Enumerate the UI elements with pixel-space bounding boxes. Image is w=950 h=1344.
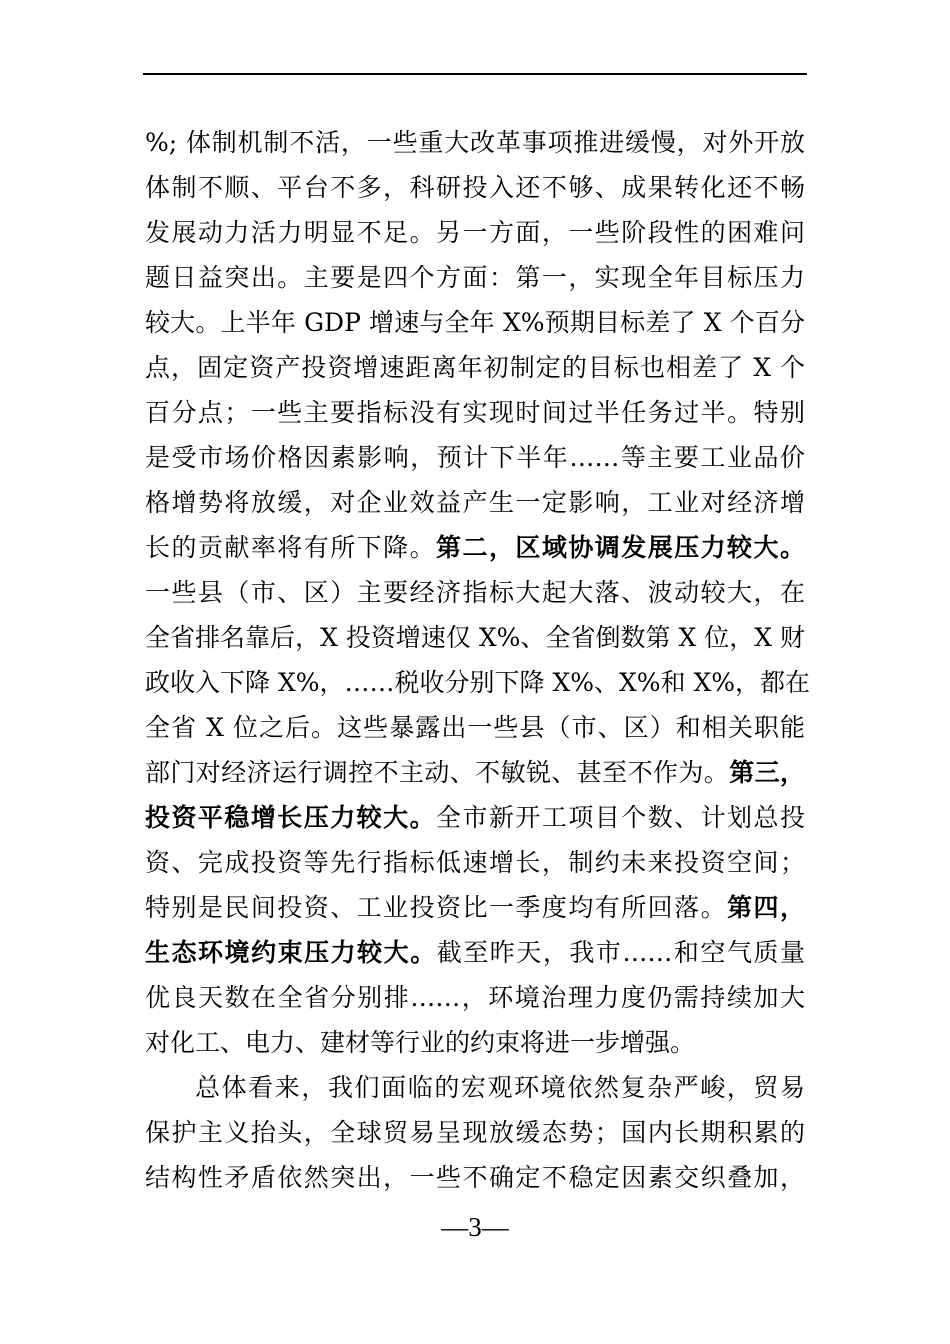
page-number: —3— xyxy=(441,1212,509,1242)
text-line: 题日益突出。主要是四个方面：第一，实现全年目标压力 xyxy=(145,263,805,292)
text-line: 发展动力活力明显不足。另一方面，一些阶段性的困难问 xyxy=(145,218,805,247)
header-rule xyxy=(143,73,807,75)
text-line: %; 体制机制不活，一些重大改革事项推进缓慢，对外开放 xyxy=(145,128,805,157)
text-line: 点，固定资产投资增速距离年初制定的目标也相差了 X 个 xyxy=(145,353,805,382)
text-line: 生态环境约束压力较大。截至昨天，我市……和空气质量 xyxy=(145,938,805,967)
text-line: 较大。上半年 GDP 增速与全年 X%预期目标差了 X 个百分 xyxy=(145,308,805,337)
paragraph-first-line: 总体看来，我们面临的宏观环境依然复杂严峻，贸易 xyxy=(195,1073,805,1102)
bold-heading: 第三， xyxy=(729,758,805,787)
bold-heading: 投资平稳增长压力较大。 xyxy=(145,803,437,832)
body-text xyxy=(145,120,811,1200)
text-line: 全省 X 位之后。这些暴露出一些县（市、区）和相关职能 xyxy=(145,713,805,742)
bold-heading: 生态环境约束压力较大。 xyxy=(145,938,437,967)
bold-heading: 第二，区域协调发展压力较大。 xyxy=(436,533,805,562)
text-line: 格增势将放缓，对企业效益产生一定影响，工业对经济增 xyxy=(145,488,805,517)
text-line: 政收入下降 X%，……税收分别下降 X%、X%和 X%，都在 xyxy=(145,668,811,697)
text-line: 一些县（市、区）主要经济指标大起大落、波动较大，在 xyxy=(145,578,805,607)
text-line: 百分点；一些主要指标没有实现时间过半任务过半。特别 xyxy=(145,398,805,427)
bold-heading: 第四， xyxy=(727,893,805,922)
text-line: 对化工、电力、建材等行业的约束将进一步增强。 xyxy=(145,1028,696,1057)
text-line: 保护主义抬头，全球贸易呈现放缓态势；国内长期积累的 xyxy=(145,1118,805,1147)
text-line: 结构性矛盾依然突出，一些不确定不稳定因素交织叠加， xyxy=(145,1163,805,1192)
text-line: 是受市场价格因素影响，预计下半年……等主要工业品价 xyxy=(145,443,805,472)
text-line: 长的贡献率将有所下降。第二，区域协调发展压力较大。 xyxy=(145,533,805,562)
text-line: 体制不顺、平台不多，科研投入还不够、成果转化还不畅 xyxy=(145,173,805,202)
text-line: 投资平稳增长压力较大。全市新开工项目个数、计划总投 xyxy=(145,803,805,832)
text-line: 特别是民间投资、工业投资比一季度均有所回落。第四， xyxy=(145,893,805,922)
text-line: 全省排名靠后，X 投资增速仅 X%、全省倒数第 X 位，X 财 xyxy=(145,623,805,652)
text-line: 部门对经济运行调控不主动、不敏锐、甚至不作为。第三， xyxy=(145,758,805,787)
text-line: 资、完成投资等先行指标低速增长，制约未来投资空间； xyxy=(145,848,805,877)
text-line: 优良天数在全省分别排……，环境治理力度仍需持续加大 xyxy=(145,983,805,1012)
